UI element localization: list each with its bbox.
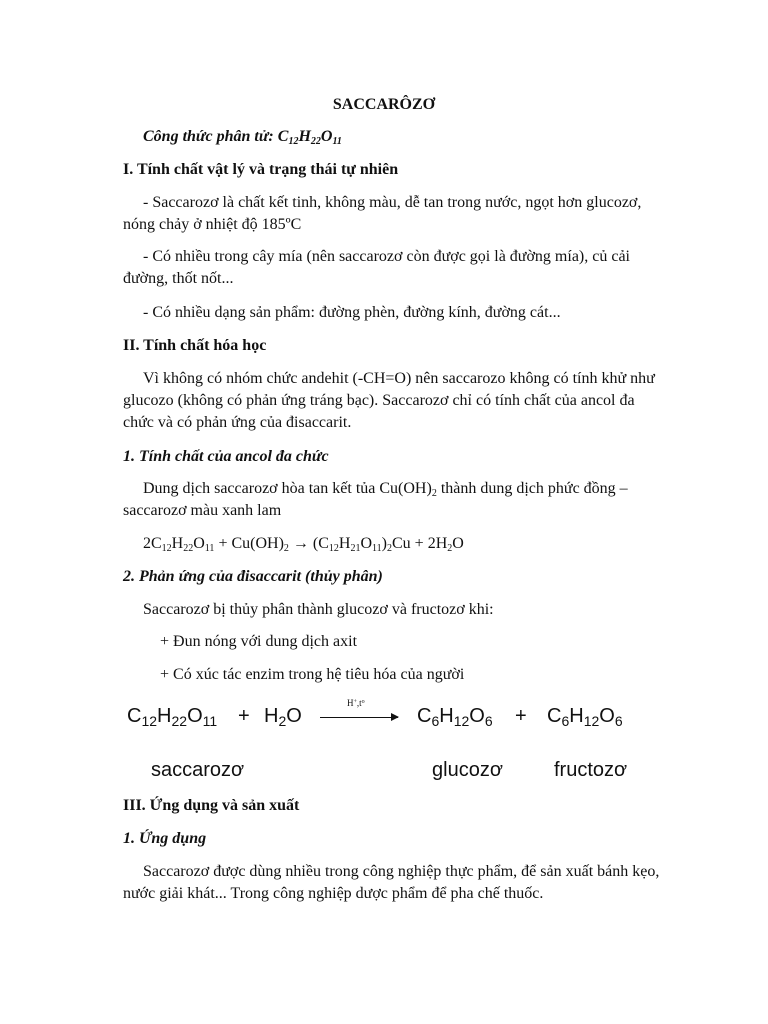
- reaction-arrow: [320, 717, 398, 718]
- equation-copper-complex: $2C_{12}H_{22}O_{11} + Cu(OH)_2 \to (C_{12}H_{21}O_{11})_2Cu + 2H_2O$: [143, 535, 464, 554]
- product-2-formula: $C_6H_{12}O_6$: [547, 705, 623, 729]
- section-1-paragraph-3: - Có nhiều dạng sản phẩm: đường phèn, đường kính, đường cát...: [143, 304, 561, 321]
- section-2-heading: II. Tính chất hóa học: [123, 337, 267, 354]
- text-part-b: thành dung dịch phức đồng – saccarozơ màu xanh lam: [123, 480, 628, 519]
- hydrolysis-equation: [127, 698, 687, 733]
- subsection-2-2-heading: 2. Phản ứng của đisaccarit (thủy phân): [123, 568, 383, 585]
- subsection-3-1-heading: 1. Ứng dụng: [123, 830, 207, 847]
- plus-sign: +: [515, 705, 527, 727]
- section-2-intro: Vì không có nhóm chức andehit (-CH=O) nên saccarozo không có tính khử như glucozo (không có phản ứng tráng bạc). Saccarozơ chỉ có tính chất của ancol đa chức và có phản ứng của đisaccarit.: [123, 370, 655, 431]
- plus-sign: +: [238, 705, 250, 727]
- section-3-heading: III. Ứng dụng và sản xuất: [123, 797, 300, 814]
- product-1-name: glucozơ: [432, 759, 503, 781]
- water-formula: $H_2O$: [264, 705, 302, 729]
- reactant-name: saccarozơ: [151, 759, 245, 781]
- hydrolysis-condition-1: + Đun nóng với dung dịch axit: [160, 633, 358, 650]
- section-1-heading: I. Tính chất vật lý và trạng thái tự nhiên: [123, 161, 399, 178]
- product-2-name: fructozơ: [554, 759, 628, 781]
- product-1-formula: $C_6H_{12}O_6$: [417, 705, 493, 729]
- reaction-condition: $H^+,t^o$: [347, 698, 365, 708]
- molecular-formula: [123, 126, 683, 148]
- text-part-a: Dung dịch saccarozơ hòa tan kết tủa Cu(OH): [143, 480, 432, 497]
- subsection-2-1-text: Dung dịch saccarozơ hòa tan kết tủa $Cu(OH)_2$ thành dung dịch phức đồng – saccarozơ màu xanh lam: [123, 480, 628, 519]
- formula-value: $C_{12}H_{22}O_{11}$: [277, 128, 342, 147]
- page-title: SACCARÔZƠ: [332, 96, 436, 113]
- subsection-3-1-text: Saccarozơ được dùng nhiều trong công nghiệp thực phẩm, để sản xuất bánh kẹo, nước giải khát... Trong công nghiệp dược phẩm để pha chế thuốc.: [123, 863, 660, 902]
- section-1-paragraph-2: - Có nhiều trong cây mía (nên saccarozơ còn được gọi là đường mía), củ cải đường, thốt nốt...: [123, 248, 630, 287]
- section-1-paragraph-1: - Saccarozơ là chất kết tinh, không màu, dễ tan trong nước, ngọt hơn glucozơ, nóng chảy ở nhiệt độ 185ºC: [123, 194, 642, 233]
- hydrolysis-intro: Saccarozơ bị thủy phân thành glucozơ và fructozơ khi:: [143, 601, 494, 618]
- subsection-2-1-heading: 1. Tính chất của ancol đa chức: [123, 448, 329, 465]
- reactant-formula: $C_{12}H_{22}O_{11}$: [127, 705, 218, 729]
- formula-label: Công thức phân tử:: [143, 128, 278, 145]
- hydrolysis-condition-2: + Có xúc tác enzim trong hệ tiêu hóa của người: [160, 666, 465, 683]
